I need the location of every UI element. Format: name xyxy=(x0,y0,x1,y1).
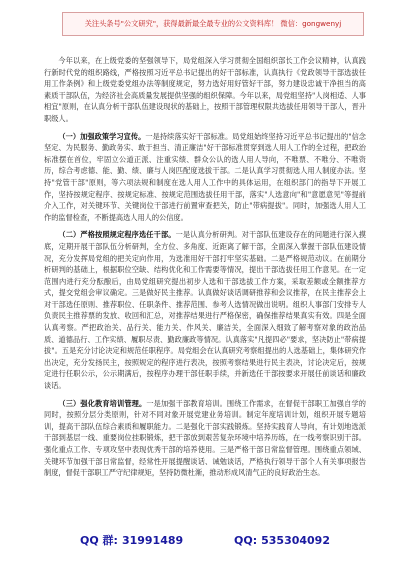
section-3-paragraph xyxy=(44,398,366,479)
qq-contact xyxy=(234,534,330,547)
section-1-paragraph xyxy=(44,131,366,224)
section-2-paragraph xyxy=(44,229,366,391)
promo-banner xyxy=(62,12,364,36)
section-2-body: 一是认真分析研判。对干部队伍建设存在的问题进行深入摸底，定期开展干部队伍分析研判，全方位、多角度、近距离了解干部，全面深入掌握干部队伍建设情况，充分发挥局党组的把关定向作用，为选准用好干部打牢坚实基础。二是严格规范动议。在前期分析研判的基础上，根据职位空缺、结构优化和工作需要等情况，提出干部选拔任用工作意见。在一定范围内进行充分酝酿后，由局党组研究提出初步人选和干部选拔工作方案，采取差额或全额推荐方式，提交党组会审议确定。三是做好民主推荐。认真做好谈话调研推荐和会议推荐，在民主推荐会上对干部选任原则、推荐职位、任职条件、推荐范围、参考人选情况做出说明。组织人事部门安排专人负责民主推荐票的发放、收回和汇总，对推荐结果进行严格保密，确保推荐结果真实有效。四是全面认真考察。严把政治关、品行关、能力关、作风关、廉洁关，全面深入细致了解考察对象的政治品质、道德品行、工作实绩、履职尽责、勤政廉政等情况。认真落实"凡提四必"要求，坚决防止"带病提拔"。五是充分讨论决定和规范任职程序。局党组会在认真研究考察组提出的人选基础上，集体研究作出决定，充分发扬民主，按照规定的程序进行表决，按照考察结果进行民主表决，讨论决定后，按规定进行任职公示，公示期满后，按程序办理干部任职手续，并新选任干部按要求开展任前谈话和廉政谈话。 xyxy=(44,230,366,391)
document-body xyxy=(44,55,366,523)
section-1-body: 一是持续落实好干部标准。局党组始终坚持习近平总书记提出的"信念坚定、为民服务、勤政务实、敢于担当、清正廉洁"好干部标准贯穿到选人用人工作的全过程，把政治标准摆在首位，牢固立公道正派、注重实绩、群众公认的选人用人导向，不唯票、不唯分、不唯资历，综合考虑德、能、勤、绩、廉与人岗匹配度选拔干部。二是认真学习贯彻选人用人制度办法。坚持"党管干部"原则，等六项法规和制度在选人用人工作中的具体运用，在组织部门的指导下开展工作，坚持按规定程序、按规定标准、按规定范围选拔任用干部，落实"人选意向"和"意愿意见"等提前介入工作，对关键环节、关键岗位干部进行前置审查把关，防止"带病提拔"。同时，加强选人用人工作的监督检查，不断提高选人用人的公信度。 xyxy=(44,131,366,222)
section-2-heading: （二）严格按照规定程序选任干部。 xyxy=(58,230,176,240)
qq-group-label: QQ 群: xyxy=(80,534,118,547)
section-3-body: 一是加强干部教育培训。围绕工作需求，在督促干部职工加强自学的同时，按照分层分类原则，针对不同对象开展党建业务培训。制定年度培训计划，组织开展专题培训，提高干部队伍综合素质和履职能力。二是强化干部实践锻炼。坚持实践育人导向，有计划地选派干部到基层一线、重要岗位挂职锻炼，把干部放到艰苦复杂环境中培养历练，在一线考察识别干部。强化重点工作、专项攻坚中表现优秀干部的培养使用。三是严格干部日常监督管理。围绕重点领域、关键环节加强干部日常监督，经常性开展提醒谈话、诫勉谈话，严格执行领导干部个人有关事项报告制度，督促干部职工严守纪律规矩，坚持防微杜渐，推动形成风清气正的良好政治生态。 xyxy=(44,398,366,478)
section-1-heading: （一）加强政策学习宣传。 xyxy=(58,131,146,141)
intro-paragraph: 今年以来，在上级党委的坚强领导下，局党组深入学习贯彻全国组织部长工作会议精神，认真践行新时代党的组织路线，严格按照习近平总书记提出的好干部标准，认真执行《党政领导干部选拔任用工作条例》和上级党委党组办法等制度规定，努力选好用好管好干部，努力建设忠诚干净担当的高素质干部队伍，为经济社会高质量发展提供坚强的组织保障。今年以来，局党组坚持"人岗相适、人事相宜"原则，在认真分析干部队伍建设现状的基础上，按照干部管理权限共选拔任用领导干部人，晋升职级人。 xyxy=(44,56,366,123)
promo-banner-text: 关注头条号"公文研究"，获得最新最全最专业的公文资料库！ 微信：gongwenyj xyxy=(84,19,342,28)
qq-contact-number: 535304092 xyxy=(261,533,330,547)
qq-group-number: 31991489 xyxy=(121,534,184,547)
qq-contact-label: QQ: xyxy=(234,533,258,547)
contact-footer xyxy=(80,528,330,552)
section-3-heading: （三）强化教育培训管理。 xyxy=(58,398,147,408)
qq-group xyxy=(80,532,183,548)
